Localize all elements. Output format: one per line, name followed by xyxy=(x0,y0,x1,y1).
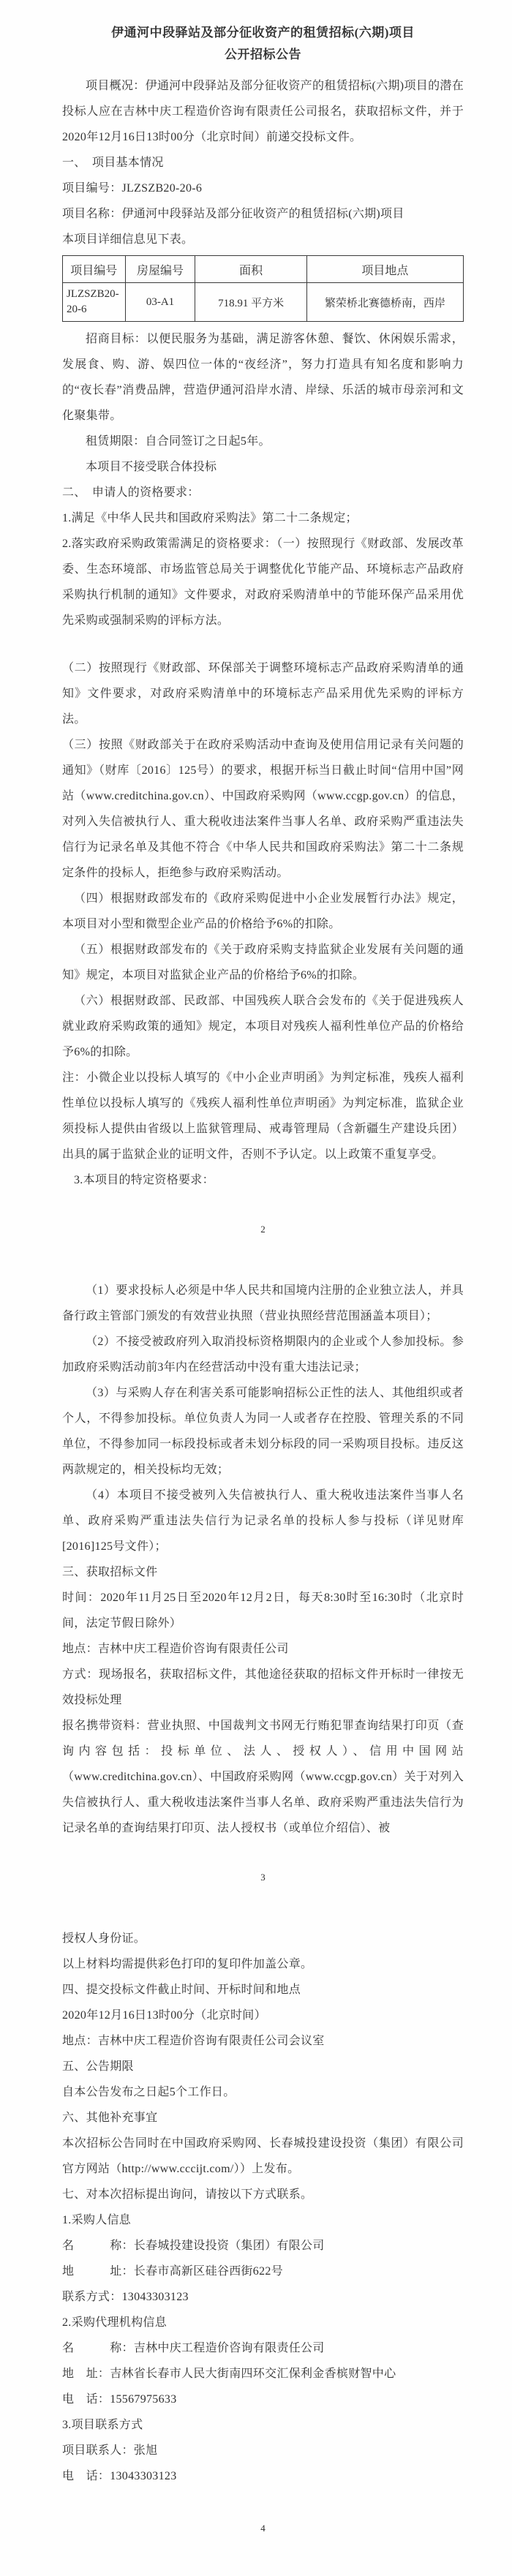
paragraph: 3.项目联系方式 xyxy=(62,2419,143,2431)
section-heading: 四、提交投标文件截止时间、开标时间和地点 xyxy=(62,1984,301,1996)
paragraph: 项目编号：JLZSZB20-20-6 xyxy=(62,182,203,195)
document-body xyxy=(62,22,464,2534)
paragraph: 项目联系人：张旭 xyxy=(62,2444,158,2457)
paragraph: （2）不接受被政府列入取消投标资格期限内的企业或个人参加投标。参加政府采购活动前3年内在经营活动中没有重大违法记录； xyxy=(62,1336,464,1374)
page-number: 2 xyxy=(260,1224,266,1235)
table-header-cell: 面积 xyxy=(195,256,306,283)
table-header-cell: 房屋编号 xyxy=(125,256,195,283)
paragraph: 2.落实政府采购政策需满足的资格要求：（一）按照现行《财政部、发展改革委、生态环境部、市场监管总局关于调整优化节能产品、环境标志产品政府采购执行机制的通知》文件要求，对政府采购清单中的节能环保产品采用优先采购或强制采购的评标方法。 xyxy=(62,538,464,627)
paragraph: 1.满足《中华人民共和国政府采购法》第二十二条规定； xyxy=(62,512,358,524)
paragraph: 电 话：15567975633 xyxy=(62,2393,177,2406)
paragraph: 招商目标：以便民服务为基础，满足游客休憩、餐饮、休闲娱乐需求，发展食、购、游、娱四位一体的“夜经济”，努力打造具有知名度和影响力的“夜长春”消费品牌，营造伊通河沿岸水清、岸绿、乐活的城市母亲河和文化聚集带。 xyxy=(62,333,464,422)
section-heading: 三、获取招标文件 xyxy=(62,1566,158,1578)
paragraph: 本次招标公告同时在中国政府采购网、长春城投建设投资（集团）有限公司官方网站（http://www.cccijt.com/））上发布。 xyxy=(62,2137,464,2175)
table-row xyxy=(63,283,464,322)
paragraph: 自本公告发布之日起5个工作日。 xyxy=(62,2086,236,2098)
paragraph: 地点：吉林中庆工程造价咨询有限责任公司 xyxy=(62,1643,289,1655)
paragraph: （三）按照《财政部关于在政府采购活动中查询及使用信用记录有关问题的通知》（财库〔2016〕125号）的要求，根据开标当日截止时间“信用中国”网站（www.creditchina.gov.cn）、中国政府采购网（www.ccgp.gov.cn）的信息，对列入失信被执行人、重大税收违法案件当事人名单、政府采购严重违法失信行为记录名单及其他不符合《中华人民共和国政府采购法》第二十二条规定条件的投标人，拒绝参与政府采购活动。 xyxy=(62,739,464,879)
paragraph: 方式：现场报名，获取招标文件，其他途径获取的招标文件开标时一律按无效投标处理 xyxy=(62,1668,464,1706)
paragraph: 名 称：吉林中庆工程造价咨询有限责任公司 xyxy=(62,2342,325,2354)
paragraph: 地 址：吉林省长春市人民大街南四环交汇保利金香槟财智中心 xyxy=(62,2368,396,2380)
paragraph: （二）按照现行《财政部、环保部关于调整环境标志产品政府采购清单的通知》文件要求，对政府采购清单中的环境标志产品采用优先采购的评标方法。 xyxy=(62,662,464,726)
table-cell: JLZSZB20-20-6 xyxy=(63,283,126,322)
paragraph: （3）与采购人存在利害关系可能影响招标公正性的法人、其他组织或者个人，不得参加投标。单位负责人为同一人或者存在控股、管理关系的不同单位，不得参加同一标段投标或者未划分标段的同一采购项目投标。违反这两款规定的，相关投标均无效； xyxy=(62,1387,464,1476)
document-title: 伊通河中段驿站及部分征收资产的租赁招标(六期)项目 xyxy=(111,26,415,39)
section-heading: 六、其他补充事宜 xyxy=(62,2112,158,2124)
section-heading: 五、公告期限 xyxy=(62,2060,134,2073)
table-header-row xyxy=(63,256,464,283)
paragraph: （1）要求投标人必须是中华人民共和国境内注册的企业独立法人，并具备行政主管部门颁发的有效营业执照（营业执照经营范围涵盖本项目）； xyxy=(62,1284,464,1322)
paragraph: 电 话：13043303123 xyxy=(62,2470,177,2482)
paragraph: 2.采购代理机构信息 xyxy=(62,2316,167,2329)
section-heading: 二、 申请人的资格要求： xyxy=(62,486,200,499)
page-number: 3 xyxy=(260,1872,266,1883)
page-number: 4 xyxy=(260,2523,266,2534)
document-title: 公开招标公告 xyxy=(225,48,301,61)
paragraph: 本项目不接受联合体投标 xyxy=(86,461,217,473)
title-gap xyxy=(62,66,464,73)
paragraph: 时间：2020年11月25日至2020年12月2日，每天8:30时至16:30时（北京时间，法定节假日除外） xyxy=(62,1592,464,1630)
paragraph: 租赁期限：自合同签订之日起5年。 xyxy=(86,435,271,448)
paragraph: 报名携带资料：营业执照、中国裁判文书网无行贿犯罪查询结果打印页（查询内容包括：投标单位、法人、授权人）、信用中国网站（www.creditchina.gov.cn）、中国政府采购网（www.ccgp.gov.cn）关于对列入失信被执行人、重大税收违法案件当事人名单、政府采购严重违法失信行为记录名单的查询结果打印页、法人授权书（或单位介绍信）、被 xyxy=(62,1720,464,1834)
spacer xyxy=(62,633,464,655)
paragraph: （五）根据财政部发布的《关于政府采购支持监狱企业发展有关问题的通知》规定，本项目对监狱企业产品的价格给予6%的扣除。 xyxy=(62,944,464,982)
paragraph: 授权人身份证。 xyxy=(62,1932,146,1945)
paragraph: （四）根据财政部发布的《政府采购促进中小企业发展暂行办法》规定，本项目对小型和微型企业产品的价格给予6%的扣除。 xyxy=(62,892,464,930)
paragraph: （六）根据财政部、民政部、中国残疾人联合会发布的《关于促进残疾人就业政府采购政策的通知》规定，本项目对残疾人福利性单位产品的价格给予6%的扣除。 xyxy=(62,995,464,1058)
paragraph: 项目名称：伊通河中段驿站及部分征收资产的租赁招标(六期)项目 xyxy=(62,208,404,220)
paragraph: （4）本项目不接受被列入失信被执行人、重大税收违法案件当事人名单、政府采购严重违法失信行为记录名单的投标人参与投标（详见财库[2016]125号文件）； xyxy=(62,1489,464,1553)
paragraph: 以上材料均需提供彩色打印的复印件加盖公章。 xyxy=(62,1958,313,1970)
table-cell: 03-A1 xyxy=(125,283,195,322)
paragraph: 3.本项目的特定资格要求： xyxy=(74,1174,214,1186)
section-heading: 七、对本次招标提出询问，请按以下方式联系。 xyxy=(62,2188,313,2201)
paragraph: 地 址：长春市高新区硅谷西街622号 xyxy=(62,2265,284,2278)
table-cell: 繁荣桥北赛德桥南，西岸 xyxy=(306,283,463,322)
paragraph: 2020年12月16日13时00分（北京时间） xyxy=(62,2009,266,2022)
paragraph: 项目概况：伊通河中段驿站及部分征收资产的租赁招标(六期)项目的潜在投标人应在吉林中庆工程造价咨询有限责任公司报名，获取招标文件，并于2020年12月16日13时00分（北京时间）前递交投标文件。 xyxy=(62,80,464,143)
paragraph: 联系方式：13043303123 xyxy=(62,2291,189,2303)
paragraph: 地点：吉林中庆工程造价咨询有限责任公司会议室 xyxy=(62,2035,325,2047)
table-header-cell: 项目编号 xyxy=(63,256,126,283)
paragraph: 注：小微企业以投标人填写的《中小企业声明函》为判定标准，残疾人福利性单位以投标人填写的《残疾人福利性单位声明函》为判定标准，监狱企业须投标人提供由省级以上监狱管理局、戒毒管理局（含新疆生产建设兵团）出具的属于监狱企业的证明文件，否则不予认定。以上政策不重复享受。 xyxy=(62,1072,464,1161)
section-heading: 一、 项目基本情况 xyxy=(62,157,164,169)
paragraph: 名 称：长春城投建设投资（集团）有限公司 xyxy=(62,2240,325,2252)
project-info-table xyxy=(62,255,464,322)
paragraph: 本项目详细信息见下表。 xyxy=(62,233,194,246)
paragraph: 1.采购人信息 xyxy=(62,2214,132,2226)
table-cell: 718.91 平方米 xyxy=(195,283,306,322)
table-header-cell: 项目地点 xyxy=(306,256,463,283)
